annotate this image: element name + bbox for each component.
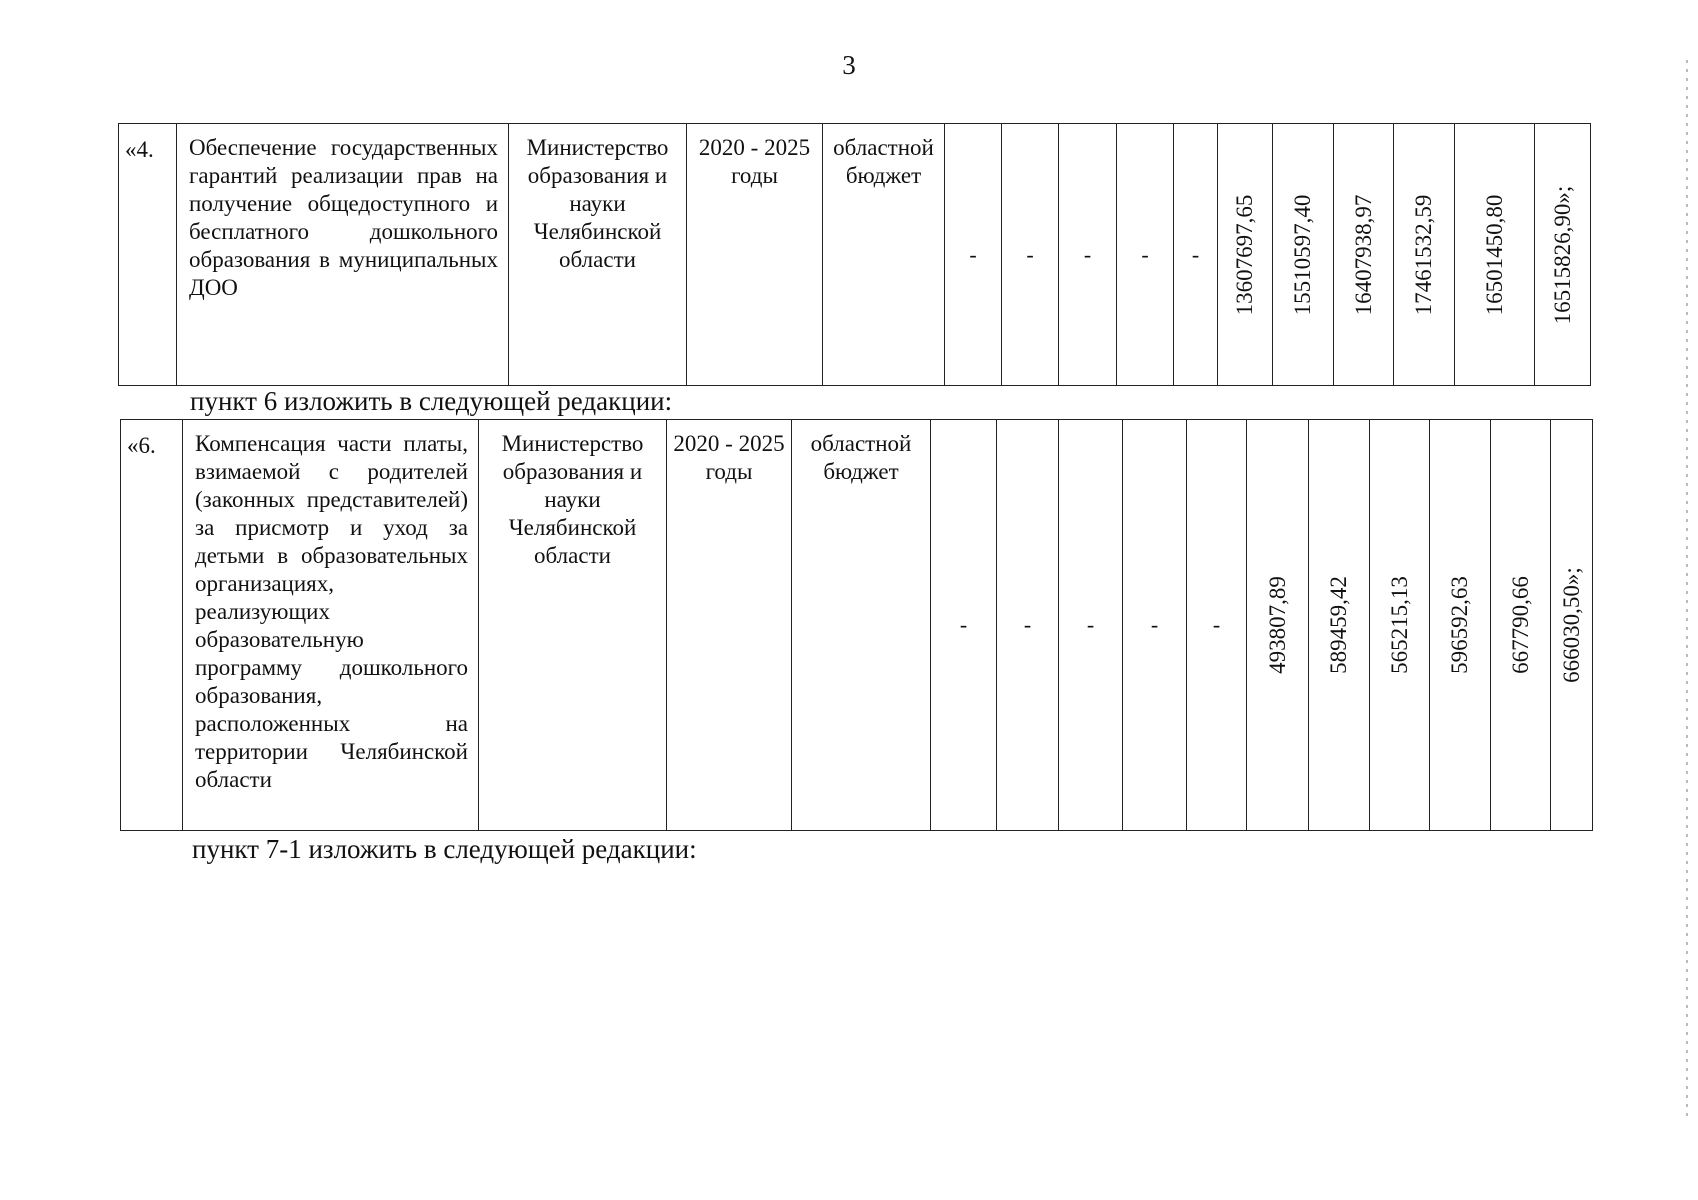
amount-cell: 667790,66 (1491, 420, 1551, 831)
funding-source: областной бюджет (823, 124, 945, 386)
caption-item-7-1: пункт 7-1 изложить в следующей редакции: (192, 834, 697, 864)
empty-value-cell: - (1059, 420, 1123, 831)
amount-cell: 17461532,59 (1394, 124, 1455, 386)
empty-value-cell: - (931, 420, 997, 831)
row-number: «4. (119, 124, 177, 386)
empty-value-cell: - (1002, 124, 1059, 386)
amount-cell: 16501450,80 (1455, 124, 1535, 386)
measure-name: Компенсация части платы, взимаемой с родителей (законных представителей) за присмотр и уход за детьми в образовательных организациях, реализующих образовательную программу дошкольного образования, расположенных на территории Челябинской области (183, 420, 479, 831)
amount-cell: 15510597,40 (1273, 124, 1334, 386)
empty-value-cell: - (997, 420, 1059, 831)
empty-value-cell: - (1117, 124, 1174, 386)
amount-cell: 493807,89 (1247, 420, 1309, 831)
table-row-6 (120, 419, 1593, 831)
measure-name: Обеспечение государственных гарантий реализации прав на получение общедоступного и бесплатного дошкольного образования в муниципальных ДОО (177, 124, 509, 386)
amount-cell: 596592,63 (1430, 420, 1491, 831)
amount-cell: 589459,42 (1309, 420, 1370, 831)
page-number: 3 (842, 50, 856, 80)
executor: Министерство образования и науки Челябинской области (509, 124, 687, 386)
scan-edge-artifact (1686, 60, 1688, 1120)
funding-source: областной бюджет (792, 420, 931, 831)
empty-value-cell: - (1187, 420, 1247, 831)
amount-cell: 16515826,90»; (1535, 124, 1591, 386)
amount-cell: 666030,50»; (1551, 420, 1593, 831)
empty-value-cell: - (1174, 124, 1218, 386)
amount-cell: 565215,13 (1370, 420, 1430, 831)
empty-value-cell: - (1059, 124, 1117, 386)
period: 2020 - 2025 годы (687, 124, 823, 386)
amount-cell: 13607697,65 (1218, 124, 1273, 386)
caption-item-6: пункт 6 изложить в следующей редакции: (190, 386, 673, 416)
executor: Министерство образования и науки Челябинской области (479, 420, 667, 831)
empty-value-cell: - (1123, 420, 1187, 831)
period: 2020 - 2025 годы (667, 420, 792, 831)
empty-value-cell: - (945, 124, 1002, 386)
table-row-4 (118, 123, 1591, 386)
amount-cell: 16407938,97 (1334, 124, 1394, 386)
row-number: «6. (121, 420, 183, 831)
